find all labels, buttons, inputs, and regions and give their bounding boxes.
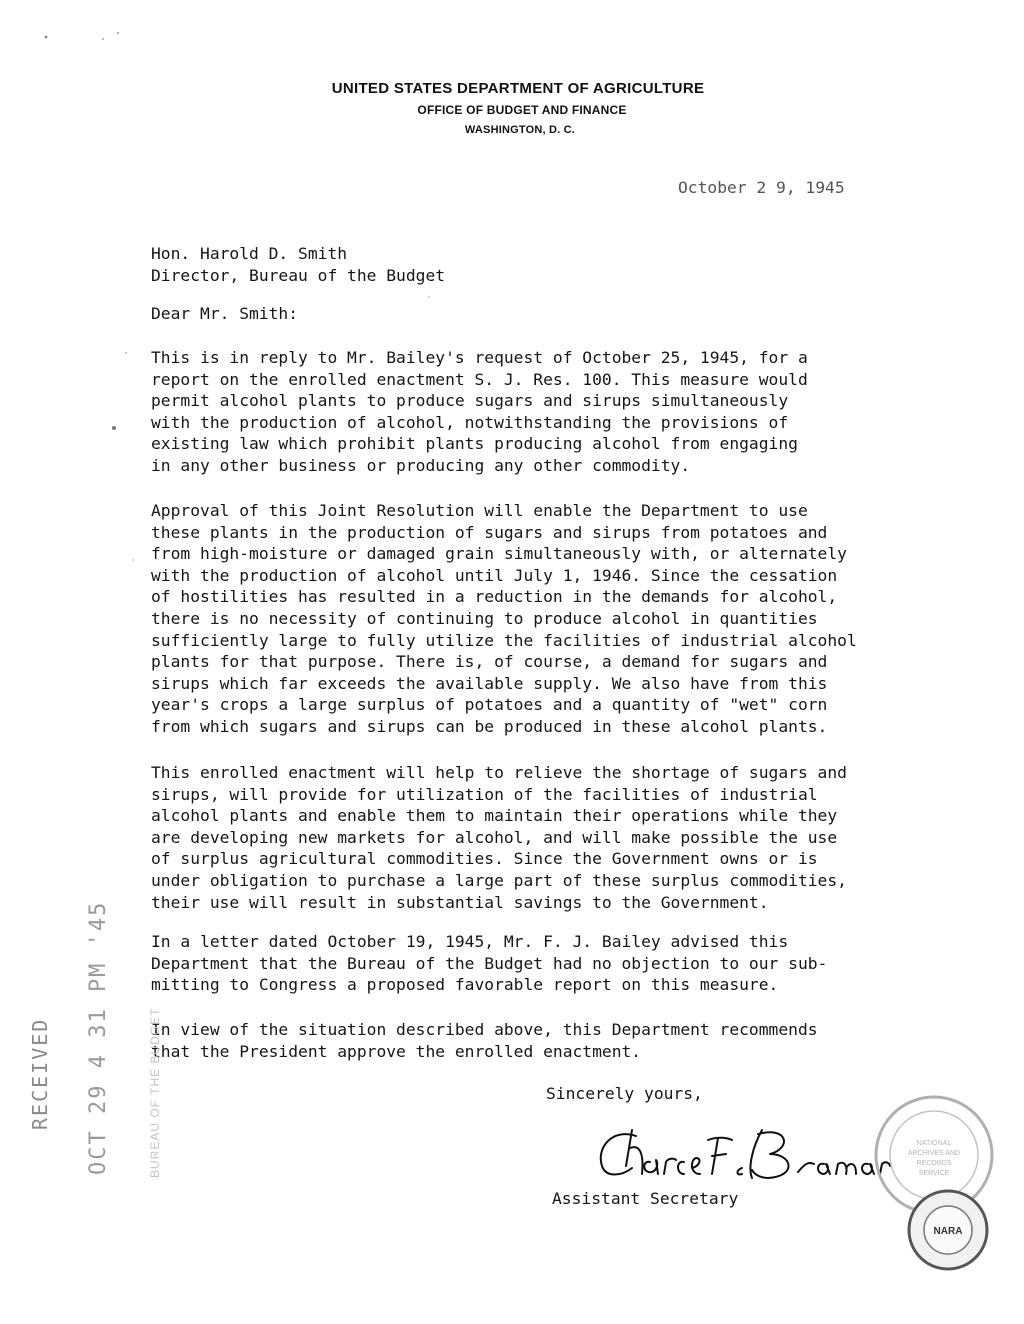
letterhead-city: WASHINGTON, D. C.	[464, 124, 576, 136]
svg-text:ARCHIVES AND: ARCHIVES AND	[907, 1150, 961, 1157]
closing: Sincerely yours,	[546, 1084, 703, 1103]
truman-library-seal-small	[906, 1188, 990, 1272]
body-paragraph-2: Approval of this Joint Resolution will enable the Department to use these plants in the production of sugars and sirups from potatoes and from high-moisture or damaged grain simultaneously with, or alternately with the production of alcohol until July 1, 1946. Since the cessation of hostilities has resulted in a reduction in the demands for alcohol, there is no necessity of continuing to produce alcohol in quantities sufficiently large to fully utilize the facilities of industrial alcohol plants for that purpose. There is, of course, a demand for sugars and sirups which far exceeds the available supply. We also have from this year's crops a large surplus of potatoes and a quantity of "wet" corn from which sugars and sirups can be produced in these alcohol plants.	[151, 501, 857, 736]
svg-text:SERVICE: SERVICE	[918, 1170, 950, 1177]
nara-seal-text: NARA	[933, 1226, 963, 1237]
received-date-stamp: OCT 29 4 31 PM '45	[86, 900, 111, 1175]
salutation: Dear Mr. Smith:	[151, 304, 299, 323]
signer-title: Assistant Secretary	[552, 1189, 739, 1208]
body-paragraph-1: This is in reply to Mr. Bailey's request of October 25, 1945, for a report on the enrolled enactment S. J. Res. 100. This measure would permit alcohol plants to produce sugars and sirups simultaneously with the production of alcohol, notwithstanding the provisions of existing law which prohibit plants producing alcohol from engaging in any other business or producing any other commodity.	[151, 348, 808, 475]
body-paragraph-5: In view of the situation described above, this Department recommends that the President approve the enrolled enactment.	[151, 1020, 818, 1061]
letterhead-office: OFFICE OF BUDGET AND FINANCE	[417, 103, 627, 117]
svg-text:RECORDS: RECORDS	[916, 1160, 952, 1167]
body-paragraph-3: This enrolled enactment will help to relieve the shortage of sugars and sirups, will provide for utilization of the facilities of industrial alcohol plants and enable them to maintain their operations while they are developing new markets for alcohol, and will make possible the use of surplus agricultural commodities. Since the Government owns or is under obligation to purchase a large part of these surplus commodities, their use will result in substantial savings to the Government.	[151, 763, 847, 912]
svg-text:NATIONAL: NATIONAL	[916, 1140, 952, 1147]
recipient-name: Hon. Harold D. Smith	[151, 244, 348, 263]
letter-date: October 2 9, 1945	[678, 178, 845, 197]
recipient-block	[151, 243, 445, 286]
received-stamp: RECEIVED	[28, 1017, 52, 1130]
recipient-title: Director, Bureau of the Budget	[151, 265, 446, 285]
bureau-stamp: BUREAU OF THE BUDGET	[148, 1007, 162, 1178]
body-paragraph-4: In a letter dated October 19, 1945, Mr. F. J. Bailey advised this Department that the Bureau of the Budget had no objection to our sub- mitting to Congress a proposed favorable report on this measure.	[151, 932, 828, 995]
letterhead-department: UNITED STATES DEPARTMENT OF AGRICULTURE	[331, 80, 705, 97]
